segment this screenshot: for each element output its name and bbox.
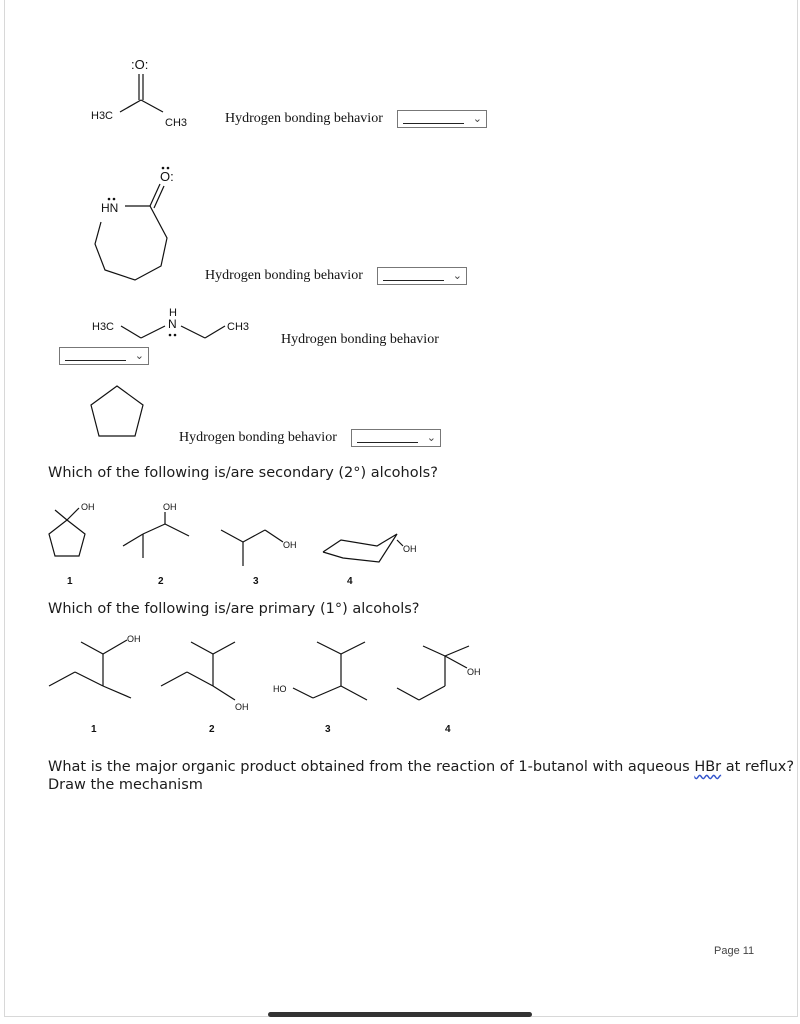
- molecule-acetone: [91, 57, 187, 129]
- q2-option-4[interactable]: [323, 534, 417, 587]
- blank-line: [357, 442, 418, 443]
- q3-num-1: 1: [91, 724, 97, 735]
- bond-co-a: [150, 184, 160, 206]
- lone-pair-dot: [108, 198, 111, 201]
- structures-svg: [5, 0, 797, 1016]
- page-number: Page 11: [714, 945, 755, 957]
- m3-n-label: N: [168, 317, 177, 331]
- bond: [67, 508, 79, 520]
- bond: [213, 686, 235, 700]
- hb-label-4: Hydrogen bonding behavior: [179, 430, 337, 445]
- bond: [143, 524, 165, 534]
- molecule-cyclopentane: [91, 386, 143, 436]
- chair-ring: [323, 534, 397, 562]
- bond: [205, 326, 225, 338]
- bond: [141, 326, 165, 338]
- molecule-amine: [92, 307, 249, 338]
- lone-pair-dot: [113, 198, 116, 201]
- q2-num-1: 1: [67, 576, 73, 587]
- bond: [121, 326, 141, 338]
- bond-co-b: [154, 186, 164, 208]
- q2-option-1[interactable]: [49, 502, 95, 587]
- chevron-down-icon: ⌄: [134, 349, 144, 362]
- blank-line: [383, 280, 444, 281]
- home-indicator-bar[interactable]: [268, 1012, 532, 1017]
- q2-oh-1: OH: [81, 502, 95, 512]
- q3-option-1[interactable]: [49, 634, 141, 735]
- lone-pair-dot: [169, 334, 172, 337]
- question-hbr-reaction: [48, 759, 794, 775]
- q3-ho-3: HO: [273, 684, 287, 694]
- q2-oh-2: OH: [163, 502, 177, 512]
- bond: [419, 686, 445, 700]
- reagent-hbr: HBr: [694, 759, 722, 775]
- bond: [81, 642, 103, 654]
- bond: [141, 100, 163, 112]
- chevron-down-icon: ⌄: [452, 269, 462, 282]
- q2-num-2: 2: [158, 576, 164, 587]
- bond: [103, 686, 131, 698]
- bond: [313, 686, 341, 698]
- bond: [75, 672, 103, 686]
- question-primary-alcohols: Which of the following is/are primary (1°) alcohols?: [48, 601, 420, 617]
- m3-left-label: H3C: [92, 321, 115, 333]
- worksheet-page: [4, 0, 798, 1017]
- m1-oxygen-label: :O:: [131, 57, 149, 72]
- hb-label-3: Hydrogen bonding behavior: [281, 332, 439, 347]
- q3-option-3[interactable]: [273, 642, 367, 735]
- hb-select-2[interactable]: [377, 267, 467, 285]
- bond: [445, 656, 467, 668]
- bond: [243, 530, 265, 542]
- ring: [49, 520, 85, 556]
- m3-h-label: H: [169, 307, 177, 319]
- blank-line: [403, 123, 464, 124]
- q3-num-4: 4: [445, 724, 451, 735]
- m2-o-label: O:: [160, 169, 174, 184]
- q2-oh-4: OH: [403, 544, 417, 554]
- hb-select-1[interactable]: [397, 110, 487, 128]
- bond: [161, 672, 187, 686]
- q3-option-2[interactable]: [161, 642, 249, 735]
- bond: [120, 100, 141, 112]
- hb-select-4[interactable]: [351, 429, 441, 447]
- bond: [55, 510, 67, 520]
- bond: [103, 640, 127, 654]
- q2-num-4: 4: [347, 576, 353, 587]
- m3-right-label: CH3: [227, 321, 250, 333]
- molecule-lactam: [95, 167, 174, 280]
- bond: [187, 672, 213, 686]
- blank-line: [65, 360, 126, 361]
- question-mechanism: Draw the mechanism: [48, 777, 203, 793]
- lone-pair-dot: [162, 167, 165, 170]
- hb-label-1: Hydrogen bonding behavior: [225, 111, 383, 126]
- bond: [123, 534, 143, 546]
- chevron-down-icon: ⌄: [426, 431, 436, 444]
- question-hbr-suffix: at reflux?: [721, 759, 795, 775]
- q2-option-3[interactable]: [221, 530, 297, 587]
- q2-oh-3: OH: [283, 540, 297, 550]
- m1-left-label: H3C: [91, 110, 114, 122]
- hb-label-2: Hydrogen bonding behavior: [205, 268, 363, 283]
- bond: [445, 646, 469, 656]
- bond: [423, 646, 445, 656]
- bond: [181, 326, 205, 338]
- q3-oh-4: OH: [467, 667, 481, 677]
- hb-select-3[interactable]: [59, 347, 149, 365]
- bond: [221, 530, 243, 542]
- bond: [265, 530, 283, 542]
- lone-pair-dot: [167, 167, 170, 170]
- bond: [165, 524, 189, 536]
- bond: [49, 672, 75, 686]
- bond: [293, 688, 313, 698]
- bond: [397, 688, 419, 700]
- lone-pair-dot: [174, 334, 177, 337]
- m2-n-label: HN: [101, 201, 119, 215]
- q3-oh-2: OH: [235, 702, 249, 712]
- bond: [191, 642, 213, 654]
- ring: [95, 206, 167, 280]
- question-secondary-alcohols: Which of the following is/are secondary (2°) alcohols?: [48, 465, 438, 481]
- bond: [317, 642, 341, 654]
- bond: [341, 642, 365, 654]
- q2-option-2[interactable]: [123, 502, 189, 587]
- bond: [213, 642, 235, 654]
- bond: [341, 686, 367, 700]
- q2-num-3: 3: [253, 576, 259, 587]
- question-hbr-text: What is the major organic product obtained from the reaction of 1-butanol with aqueous: [48, 759, 695, 775]
- q3-num-3: 3: [325, 724, 331, 735]
- q3-option-4[interactable]: [397, 646, 481, 735]
- q3-oh-1: OH: [127, 634, 141, 644]
- chevron-down-icon: ⌄: [472, 112, 482, 125]
- m1-right-label: CH3: [165, 117, 188, 129]
- q3-num-2: 2: [209, 724, 215, 735]
